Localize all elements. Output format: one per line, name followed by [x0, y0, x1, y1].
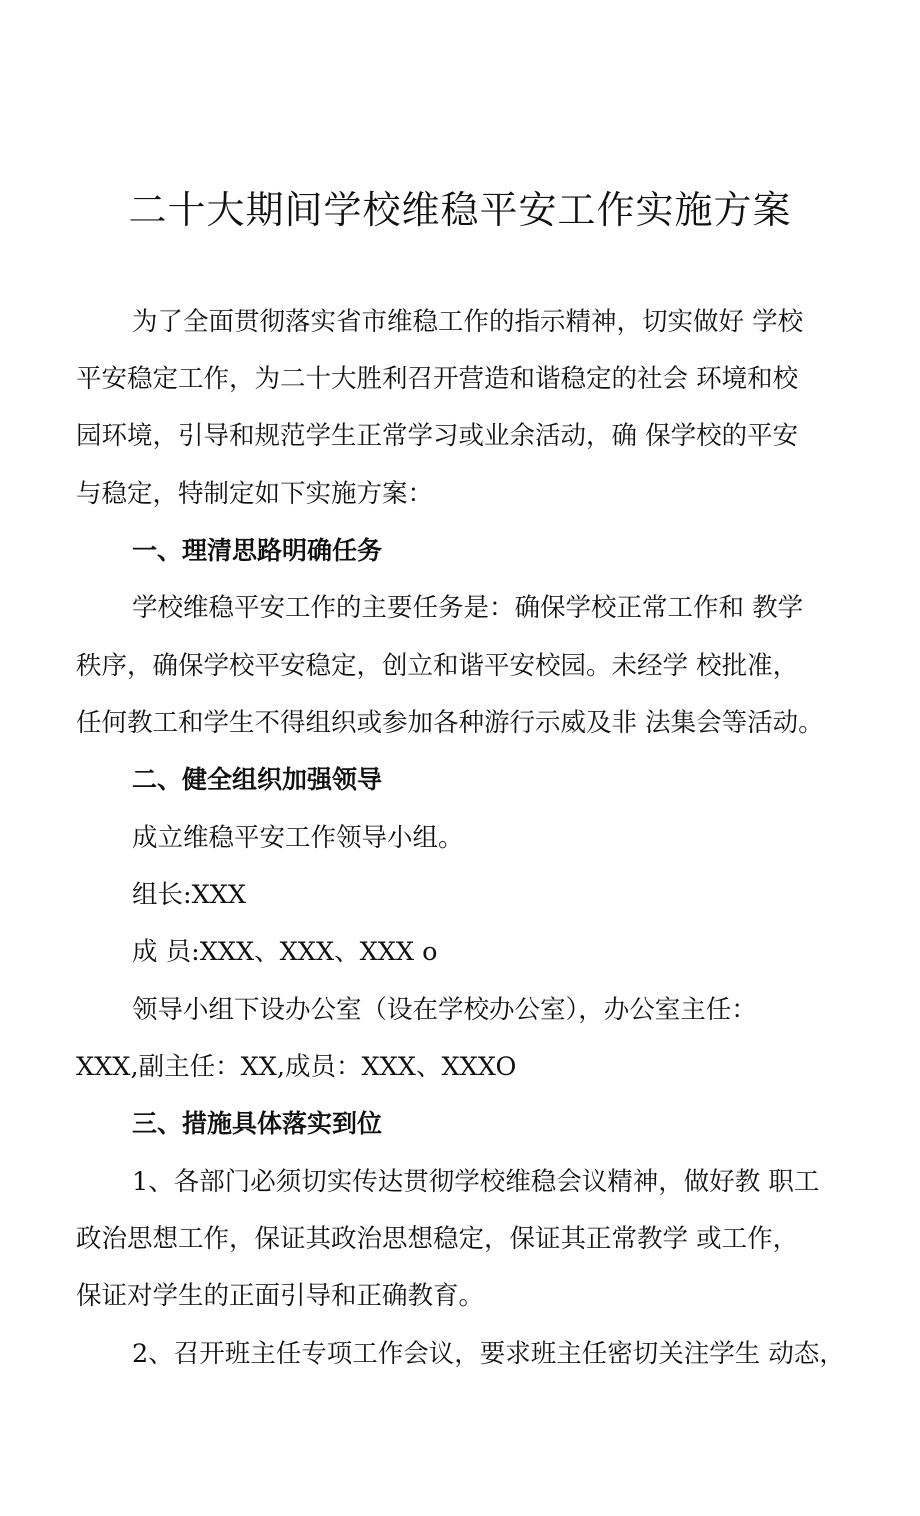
paragraph-line: 成 员:XXX、XXX、XXX o [132, 937, 438, 967]
paragraph-line: 学校维稳平安工作的主要任务是：确保学校正常工作和 教学 [132, 593, 804, 623]
paragraph-line: 任何教工和学生不得组织或参加各种游行示威及非 法集会等活动。 [76, 708, 824, 738]
paragraph-line: 平安稳定工作，为二十大胜利召开营造和谐稳定的社会 环境和校 [76, 364, 799, 394]
document-title: 二十大期间学校维稳平安工作实施方案 [128, 188, 792, 232]
section-heading-3: 三、措施具体落实到位 [132, 1109, 383, 1138]
paragraph-line: 秩序，确保学校平安稳定，创立和谐平安校园。未经学 校批准， [76, 651, 799, 681]
paragraph-line: 园环境，引导和规范学生正常学习或业余活动，确 保学校的平安 [76, 421, 799, 451]
paragraph-line: 领导小组下设办公室（设在学校办公室），办公室主任： [132, 995, 757, 1025]
paragraph-line: 成立维稳平安工作领导小组。 [132, 823, 464, 853]
paragraph-line: 2、召开班主任专项工作会议，要求班主任密切关注学生 动态， [132, 1339, 845, 1369]
paragraph-line: 为了全面贯彻落实省市维稳工作的指示精神，切实做好 学校 [132, 307, 804, 337]
paragraph-line: 政治思想工作，保证其政治思想稳定，保证其正常教学 或工作， [76, 1224, 799, 1254]
paragraph-line: 1、各部门必须切实传达贯彻学校维稳会议精神，做好教 职工 [132, 1167, 820, 1197]
paragraph-line: 组长:XXX [132, 880, 247, 910]
paragraph-line: 与稳定，特制定如下实施方案： [76, 479, 434, 509]
section-heading-1: 一、理清思路明确任务 [132, 536, 383, 565]
section-heading-2: 二、健全组织加强领导 [132, 765, 383, 794]
paragraph-line: XXX,副主任：XX,成员：XXX、XXXO [76, 1052, 517, 1082]
paragraph-line: 保证对学生的正面引导和正确教育。 [76, 1281, 485, 1311]
